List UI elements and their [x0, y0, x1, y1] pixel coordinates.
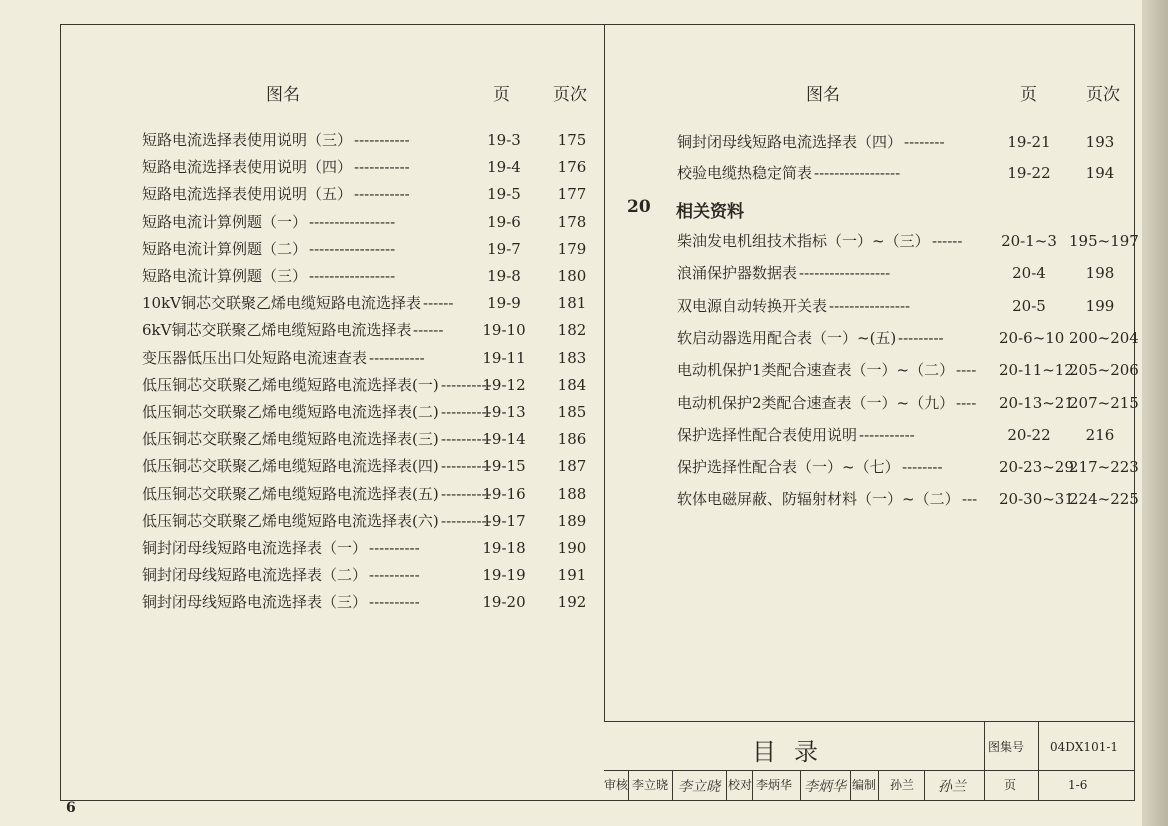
reviewer-name: 李立晓 [632, 778, 669, 792]
row-page-no: 192 [557, 593, 587, 612]
contents-row [677, 455, 1139, 479]
row-page-no: 205~206 [1069, 361, 1139, 380]
row-page: 20-11~12 [999, 361, 1074, 380]
contents-row [142, 318, 592, 342]
contents-row [142, 563, 592, 587]
row-page: 19-22 [1007, 164, 1051, 182]
row-title: 低压铜芯交联聚乙烯电缆短路电流选择表(四) [142, 457, 439, 476]
row-leader: ----------------- [814, 164, 901, 182]
row-page-no: 179 [557, 239, 587, 258]
contents-row [142, 400, 592, 424]
row-leader: ---------- [369, 566, 420, 585]
row-page: 19-16 [482, 484, 526, 503]
row-leader: ----------- [354, 158, 410, 177]
row-leader: ---------- [441, 375, 492, 394]
row-page-no: 186 [557, 430, 587, 449]
left-header-page-no: 页次 [553, 85, 587, 105]
row-leader: ------ [932, 232, 963, 250]
contents-row [142, 291, 592, 315]
row-leader: -------- [904, 133, 945, 151]
row-page: 19-9 [487, 294, 521, 313]
row-leader: ---------------- [829, 296, 911, 315]
row-page: 19-14 [482, 430, 526, 449]
row-title: 软启动器选用配合表（一）~(五) [677, 328, 897, 347]
row-page-no: 188 [557, 484, 587, 503]
row-page: 19-21 [1007, 133, 1051, 151]
contents-row [677, 326, 1139, 350]
row-page: 19-6 [487, 212, 521, 231]
row-leader: ---------- [441, 403, 492, 421]
row-title: 低压铜芯交联聚乙烯电缆短路电流选择表(一) [142, 375, 439, 394]
contents-row [142, 346, 592, 370]
book-binding-edge [1142, 0, 1168, 826]
row-page: 19-10 [482, 321, 526, 340]
row-leader: ----------- [354, 185, 410, 204]
row-page-no: 193 [1085, 133, 1115, 151]
row-title: 短路电流计算例题（二） [142, 239, 308, 258]
row-title: 铜封闭母线短路电流选择表（一） [142, 539, 368, 557]
contents-row [142, 536, 592, 560]
row-title: 柴油发电机组技术指标（一）~（三） [677, 232, 930, 250]
row-page: 19-19 [482, 566, 526, 585]
row-page-no: 176 [557, 158, 587, 177]
contents-row [677, 487, 1139, 511]
row-page: 20-1~3 [1001, 232, 1057, 250]
right-header-page: 页 [1020, 85, 1037, 105]
row-leader: -------- [902, 458, 943, 477]
row-page-no: 182 [557, 321, 587, 340]
row-title: 6kV铜芯交联聚乙烯电缆短路电流选择表 [142, 321, 412, 340]
row-leader: ---------- [441, 457, 492, 476]
row-page-no: 175 [557, 131, 587, 149]
row-page-no: 200~204 [1069, 328, 1139, 347]
row-title: 电动机保护2类配合速查表（一）~（九） [677, 393, 955, 412]
contents-row [142, 210, 592, 234]
row-page-no: 178 [557, 212, 587, 231]
row-leader: ----------- [354, 131, 410, 149]
contents-row [677, 261, 1132, 285]
contents-row [142, 237, 592, 261]
contents-row [142, 155, 592, 179]
row-page-no: 177 [557, 185, 587, 204]
row-title: 变压器低压出口处短路电流速查表 [142, 348, 368, 367]
row-page: 19-4 [487, 158, 521, 177]
contents-row [142, 427, 592, 451]
row-title: 软体电磁屏蔽、防辐射材料（一）~（二） [677, 490, 960, 509]
row-title: 保护选择性配合表（一）~（七） [677, 458, 900, 477]
row-page-no: 224~225 [1069, 490, 1139, 509]
row-title: 铜封闭母线短路电流选择表（二） [142, 566, 368, 585]
row-page: 19-18 [482, 539, 526, 557]
row-page: 20-5 [1012, 296, 1046, 315]
row-title: 短路电流计算例题（三） [142, 267, 308, 285]
row-leader: ------ [423, 294, 454, 313]
row-page-no: 189 [557, 511, 587, 530]
row-title: 浪涌保护器数据表 [677, 264, 798, 283]
row-page-no: 180 [557, 267, 587, 285]
check-label: 校对 [728, 778, 753, 792]
row-page-no: 191 [557, 566, 587, 585]
contents-row [677, 229, 1139, 253]
atlas-label: 图集号 [988, 740, 1025, 754]
row-leader: ----------------- [309, 267, 396, 285]
row-leader: ---- [956, 393, 977, 412]
row-page: 20-30~31 [999, 490, 1074, 509]
contents-row [142, 128, 592, 152]
row-page-no: 194 [1085, 164, 1115, 182]
row-leader: ----------- [369, 348, 425, 367]
row-page: 20-22 [1007, 425, 1051, 444]
row-page-no: 198 [1085, 264, 1115, 283]
row-title: 低压铜芯交联聚乙烯电缆短路电流选择表(六) [142, 511, 439, 530]
column-divider [604, 24, 605, 721]
contents-row [677, 423, 1132, 447]
page-value: 1-6 [1068, 778, 1088, 792]
row-leader: --- [962, 490, 978, 509]
right-header-page-no: 页次 [1086, 85, 1120, 105]
row-leader: ---- [956, 361, 977, 380]
row-leader: --------- [898, 328, 944, 347]
row-leader: ---------- [441, 484, 492, 503]
row-title: 短路电流选择表使用说明（三） [142, 131, 353, 149]
row-leader: ----------- [859, 425, 915, 444]
page-label: 页 [1004, 778, 1017, 792]
row-page-no: 199 [1085, 296, 1115, 315]
row-leader: ------------------ [799, 264, 891, 283]
contents-row [142, 590, 592, 614]
editor-name: 孙兰 [890, 778, 915, 792]
row-title: 校验电缆热稳定简表 [677, 164, 813, 182]
row-title: 短路电流选择表使用说明（四） [142, 158, 353, 177]
row-page: 19-20 [482, 593, 526, 612]
row-page: 20-13~21 [999, 393, 1074, 412]
row-leader: ---------- [441, 430, 492, 449]
row-page: 19-15 [482, 457, 526, 476]
row-page: 19-3 [487, 131, 521, 149]
row-page: 19-8 [487, 267, 521, 285]
contents-row [677, 130, 1132, 154]
row-page-no: 207~215 [1069, 393, 1139, 412]
row-leader: ---------- [441, 511, 492, 530]
reviewer-signature: 李立晓 [678, 779, 720, 795]
left-header-page: 页 [493, 85, 510, 105]
contents-row [677, 358, 1139, 382]
row-title: 电动机保护1类配合速查表（一）~（二） [677, 361, 955, 380]
row-leader: ----------------- [309, 212, 396, 231]
row-leader: ---------- [369, 539, 420, 557]
document-title: 目录 [752, 738, 836, 766]
title-block [604, 721, 1135, 801]
editor-signature: 孙兰 [938, 779, 966, 795]
edit-label: 编制 [852, 778, 877, 792]
row-page: 19-12 [482, 375, 526, 394]
row-title: 短路电流选择表使用说明（五） [142, 185, 353, 204]
row-title: 双电源自动转换开关表 [677, 296, 828, 315]
page-number: 6 [66, 800, 76, 816]
row-page: 19-17 [482, 511, 526, 530]
row-leader: ----------------- [309, 239, 396, 258]
contents-row [142, 482, 592, 506]
row-page-no: 195~197 [1069, 232, 1139, 250]
row-page: 19-7 [487, 239, 521, 258]
row-title: 低压铜芯交联聚乙烯电缆短路电流选择表(五) [142, 484, 439, 503]
contents-row [677, 294, 1132, 318]
atlas-number: 04DX101-1 [1050, 740, 1119, 754]
checker-name: 李炳华 [756, 778, 793, 792]
row-page-no: 185 [557, 403, 587, 421]
contents-row [677, 391, 1139, 415]
row-page: 19-11 [482, 348, 526, 367]
row-title: 短路电流计算例题（一） [142, 212, 308, 231]
row-page-no: 217~223 [1069, 458, 1139, 477]
section-title: 相关资料 [676, 202, 744, 222]
row-page: 20-23~29 [999, 458, 1074, 477]
right-header-name: 图名 [806, 85, 840, 105]
row-title: 铜封闭母线短路电流选择表（四） [677, 133, 903, 151]
contents-row [142, 454, 592, 478]
row-page: 20-6~10 [999, 328, 1065, 347]
contents-row [142, 373, 592, 397]
row-page: 19-13 [482, 403, 526, 421]
contents-row [142, 509, 592, 533]
row-title: 低压铜芯交联聚乙烯电缆短路电流选择表(二) [142, 403, 439, 421]
row-title: 保护选择性配合表使用说明 [677, 425, 858, 444]
row-page: 20-4 [1012, 264, 1046, 283]
row-leader: ---------- [369, 593, 420, 612]
row-page-no: 184 [557, 375, 587, 394]
row-page: 19-5 [487, 185, 521, 204]
row-title: 铜封闭母线短路电流选择表（三） [142, 593, 368, 612]
left-header-name: 图名 [266, 85, 300, 105]
row-title: 10kV铜芯交联聚乙烯电缆短路电流选择表 [142, 294, 422, 313]
row-page-no: 181 [557, 294, 587, 313]
review-label: 审核 [604, 778, 629, 792]
contents-row [142, 182, 592, 206]
row-page-no: 187 [557, 457, 587, 476]
section-number: 20 [627, 197, 651, 217]
checker-signature: 李炳华 [804, 779, 846, 795]
row-page-no: 216 [1085, 425, 1115, 444]
row-leader: ------ [413, 321, 444, 340]
row-page-no: 190 [557, 539, 587, 557]
row-page-no: 183 [557, 348, 587, 367]
contents-row [142, 264, 592, 288]
contents-row [677, 161, 1132, 185]
row-title: 低压铜芯交联聚乙烯电缆短路电流选择表(三) [142, 430, 439, 449]
